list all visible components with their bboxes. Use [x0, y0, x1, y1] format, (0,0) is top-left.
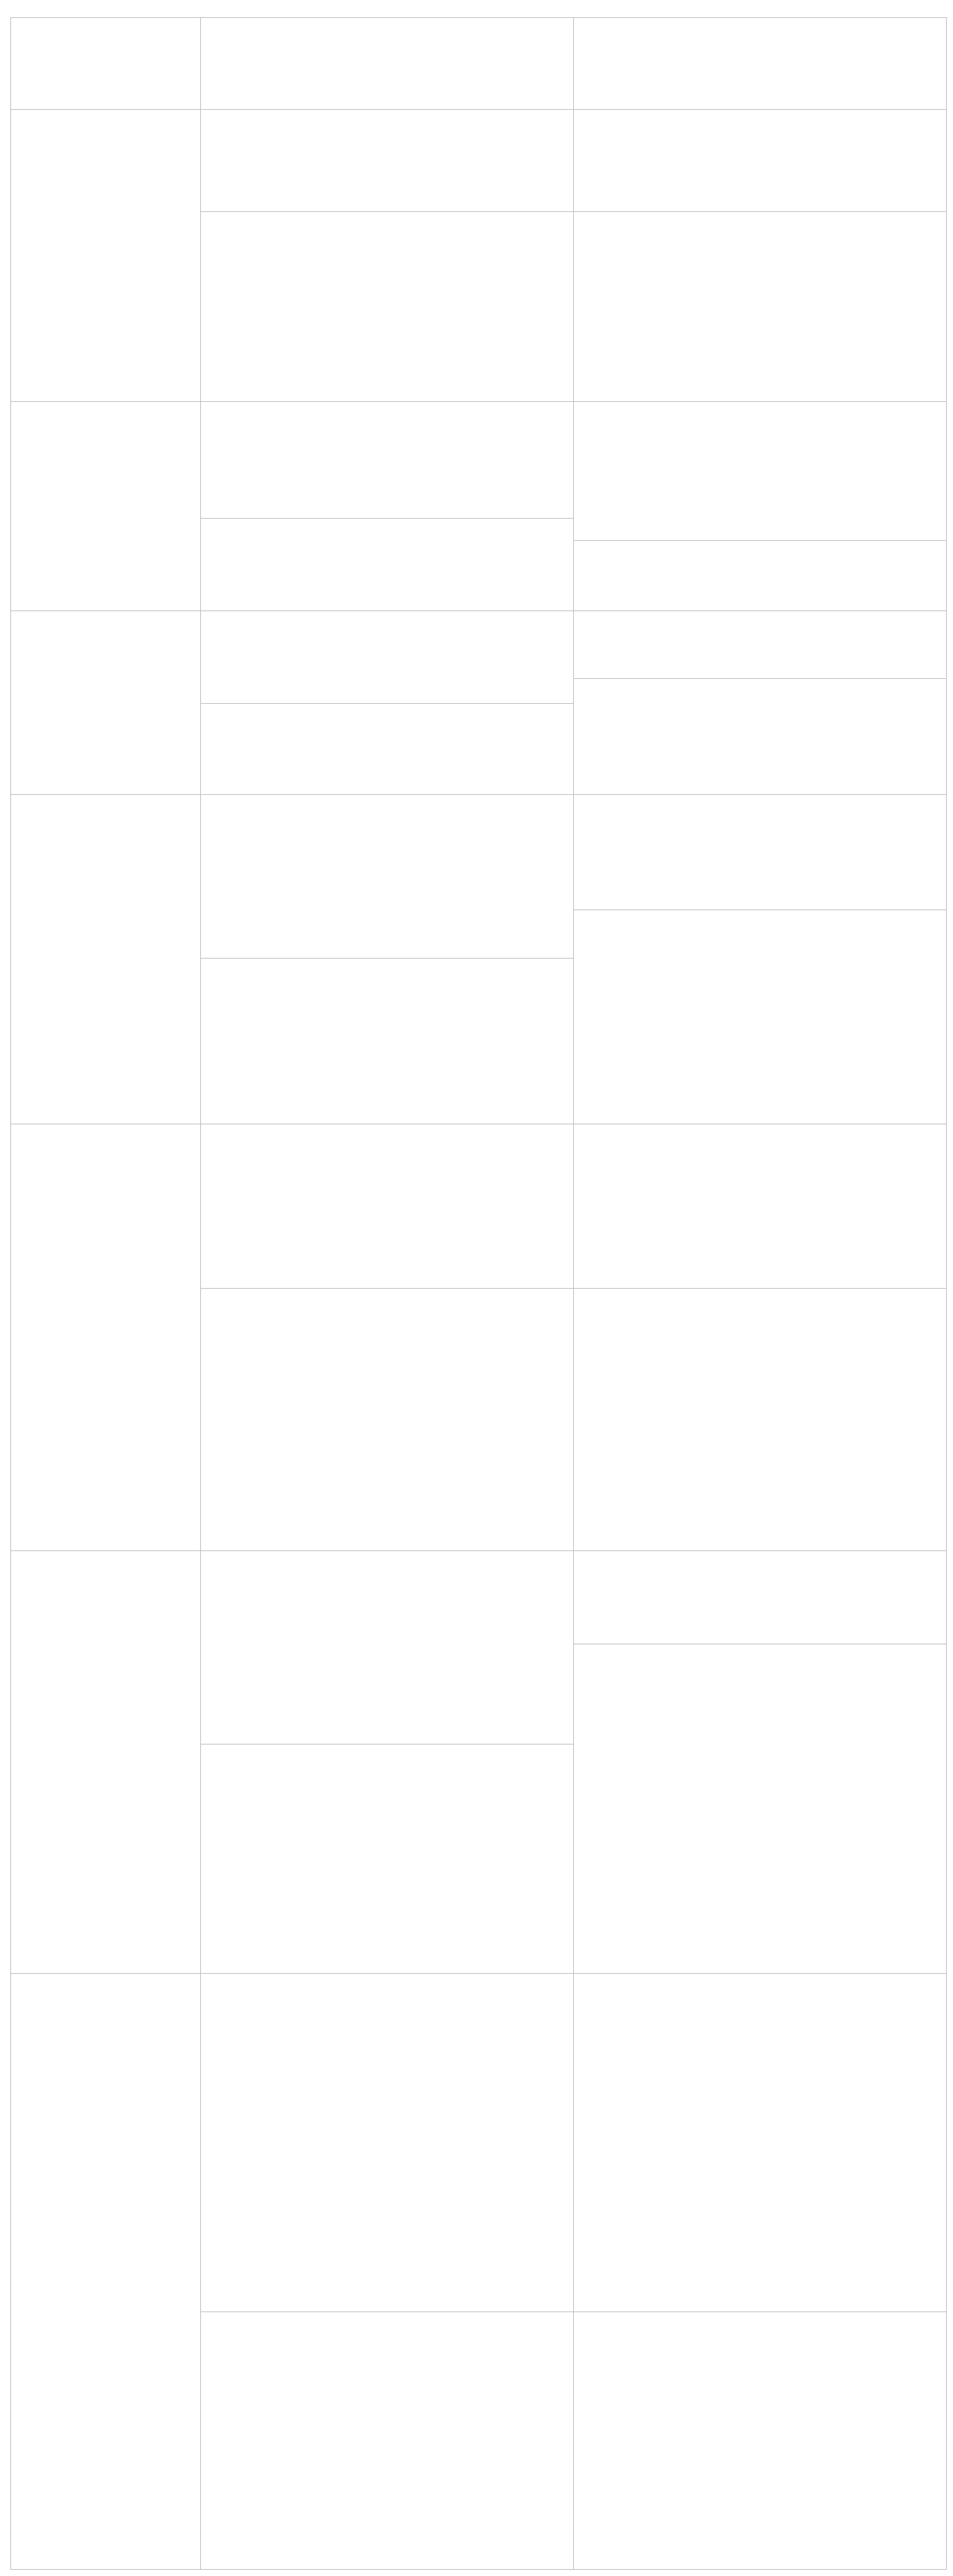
table-cell [573, 1644, 946, 1973]
table-cell [200, 401, 573, 518]
table-cell [573, 109, 946, 211]
table-cell [573, 910, 946, 1124]
table-cell [573, 2311, 946, 2569]
table-cell [573, 1288, 946, 1550]
table-cell [200, 17, 573, 109]
table-cell [10, 1550, 200, 1973]
table-cell [573, 611, 946, 678]
table-cell [573, 1550, 946, 1644]
table-cell [200, 2311, 573, 2569]
table-cell [10, 109, 200, 401]
table-cell [200, 1973, 573, 2311]
table-cell [200, 703, 573, 794]
table-cell [10, 1124, 200, 1550]
table-cell [200, 794, 573, 958]
table-cell [200, 518, 573, 611]
table-cell [200, 1744, 573, 1973]
table-cell [573, 540, 946, 611]
table-cell [10, 794, 200, 1124]
table-cell [200, 109, 573, 211]
table-cell [10, 611, 200, 794]
table-cell [200, 611, 573, 703]
table-border-bottom [10, 2569, 947, 2570]
table-cell [200, 1288, 573, 1550]
table-border-right [946, 17, 947, 2570]
table-cell [10, 17, 200, 109]
table-cell [573, 17, 946, 109]
table-cell [573, 1973, 946, 2311]
table-cell [573, 1124, 946, 1288]
table-cell [200, 211, 573, 401]
table-cell [200, 1124, 573, 1288]
table-cell [200, 958, 573, 1124]
table-cell [200, 1550, 573, 1744]
table-cell [573, 678, 946, 794]
table-cell [573, 794, 946, 910]
table-cell [10, 1973, 200, 2569]
table-cell [10, 401, 200, 611]
table-cell [573, 401, 946, 540]
table-cell [573, 211, 946, 401]
